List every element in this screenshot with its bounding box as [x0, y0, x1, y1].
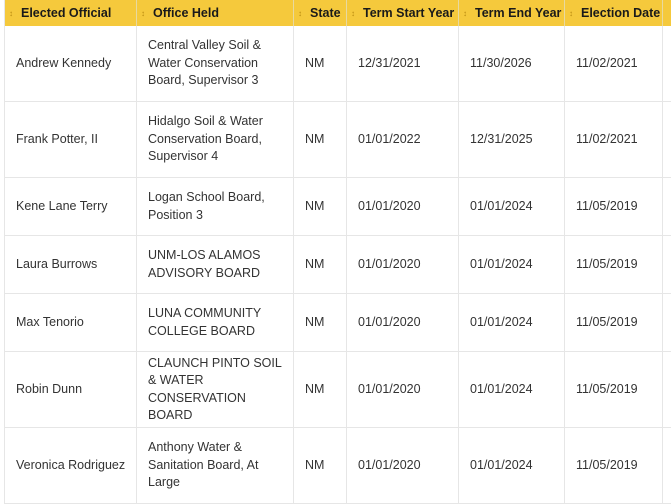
sort-icon: ↕ [463, 9, 467, 18]
cell-overflow [663, 178, 671, 236]
cell-term-end: 12/31/2025 [459, 102, 565, 178]
sort-icon: ↕ [9, 9, 13, 18]
column-header-office-held[interactable]: ↕ Office Held [137, 0, 294, 26]
table-row [5, 102, 671, 178]
cell-overflow [663, 352, 671, 428]
cell-office-held: Hidalgo Soil & Water Conservation Board, Supervisor 4 [137, 102, 294, 178]
cell-term-end: 01/01/2024 [459, 178, 565, 236]
sort-icon: ↕ [351, 9, 355, 18]
cell-election-date: 11/05/2019 [565, 352, 663, 428]
cell-state: NM [294, 178, 347, 236]
table-row [5, 352, 671, 428]
cell-election-date: 11/05/2019 [565, 236, 663, 294]
sort-icon: ↕ [141, 9, 145, 18]
cell-overflow [663, 102, 671, 178]
table-header-row [5, 0, 671, 26]
cell-term-end: 01/01/2024 [459, 352, 565, 428]
cell-elected-official: Max Tenorio [5, 294, 137, 352]
table-row [5, 428, 671, 504]
cell-office-held: Central Valley Soil & Water Conservation Board, Supervisor 3 [137, 26, 294, 102]
cell-elected-official: Robin Dunn [5, 352, 137, 428]
cell-state: NM [294, 236, 347, 294]
cell-office-held: LUNA COMMUNITY COLLEGE BOARD [137, 294, 294, 352]
column-header-term-start-year[interactable]: ↕ Term Start Year [347, 0, 459, 26]
cell-office-held: UNM-LOS ALAMOS ADVISORY BOARD [137, 236, 294, 294]
sort-icon: ↕ [569, 9, 573, 18]
cell-overflow [663, 428, 671, 504]
cell-election-date: 11/02/2021 [565, 26, 663, 102]
cell-election-date: 11/05/2019 [565, 178, 663, 236]
cell-term-end: 01/01/2024 [459, 236, 565, 294]
table-row [5, 294, 671, 352]
cell-election-date: 11/05/2019 [565, 428, 663, 504]
cell-elected-official: Veronica Rodriguez [5, 428, 137, 504]
table-row [5, 26, 671, 102]
cell-state: NM [294, 352, 347, 428]
cell-office-held: Logan School Board, Position 3 [137, 178, 294, 236]
cell-elected-official: Andrew Kennedy [5, 26, 137, 102]
cell-overflow [663, 236, 671, 294]
cell-state: NM [294, 102, 347, 178]
cell-term-start: 01/01/2020 [347, 178, 459, 236]
cell-term-start: 01/01/2022 [347, 102, 459, 178]
cell-term-end: 11/30/2026 [459, 26, 565, 102]
cell-office-held: Anthony Water & Sanitation Board, At Large [137, 428, 294, 504]
cell-overflow [663, 26, 671, 102]
cell-term-start: 12/31/2021 [347, 26, 459, 102]
cell-term-end: 01/01/2024 [459, 294, 565, 352]
cell-office-held: CLAUNCH PINTO SOIL & WATER CONSERVATION BOARD [137, 352, 294, 428]
cell-term-start: 01/01/2020 [347, 294, 459, 352]
cell-overflow [663, 294, 671, 352]
cell-elected-official: Laura Burrows [5, 236, 137, 294]
cell-elected-official: Frank Potter, II [5, 102, 137, 178]
cell-election-date: 11/02/2021 [565, 102, 663, 178]
cell-state: NM [294, 428, 347, 504]
column-header-term-end-year[interactable]: ↕ Term End Year [459, 0, 565, 26]
cell-elected-official: Kene Lane Terry [5, 178, 137, 236]
column-header-state[interactable]: ↕ State [294, 0, 347, 26]
officials-table [4, 0, 671, 504]
cell-state: NM [294, 294, 347, 352]
column-header-overflow [663, 0, 671, 26]
column-header-elected-official[interactable]: ↕ Elected Official [5, 0, 137, 26]
cell-term-start: 01/01/2020 [347, 236, 459, 294]
cell-election-date: 11/05/2019 [565, 294, 663, 352]
cell-term-start: 01/01/2020 [347, 428, 459, 504]
column-header-election-date[interactable]: ↕ Election Date [565, 0, 663, 26]
sort-icon: ↕ [298, 9, 302, 18]
cell-state: NM [294, 26, 347, 102]
table-row [5, 178, 671, 236]
cell-term-start: 01/01/2020 [347, 352, 459, 428]
table-row [5, 236, 671, 294]
cell-term-end: 01/01/2024 [459, 428, 565, 504]
